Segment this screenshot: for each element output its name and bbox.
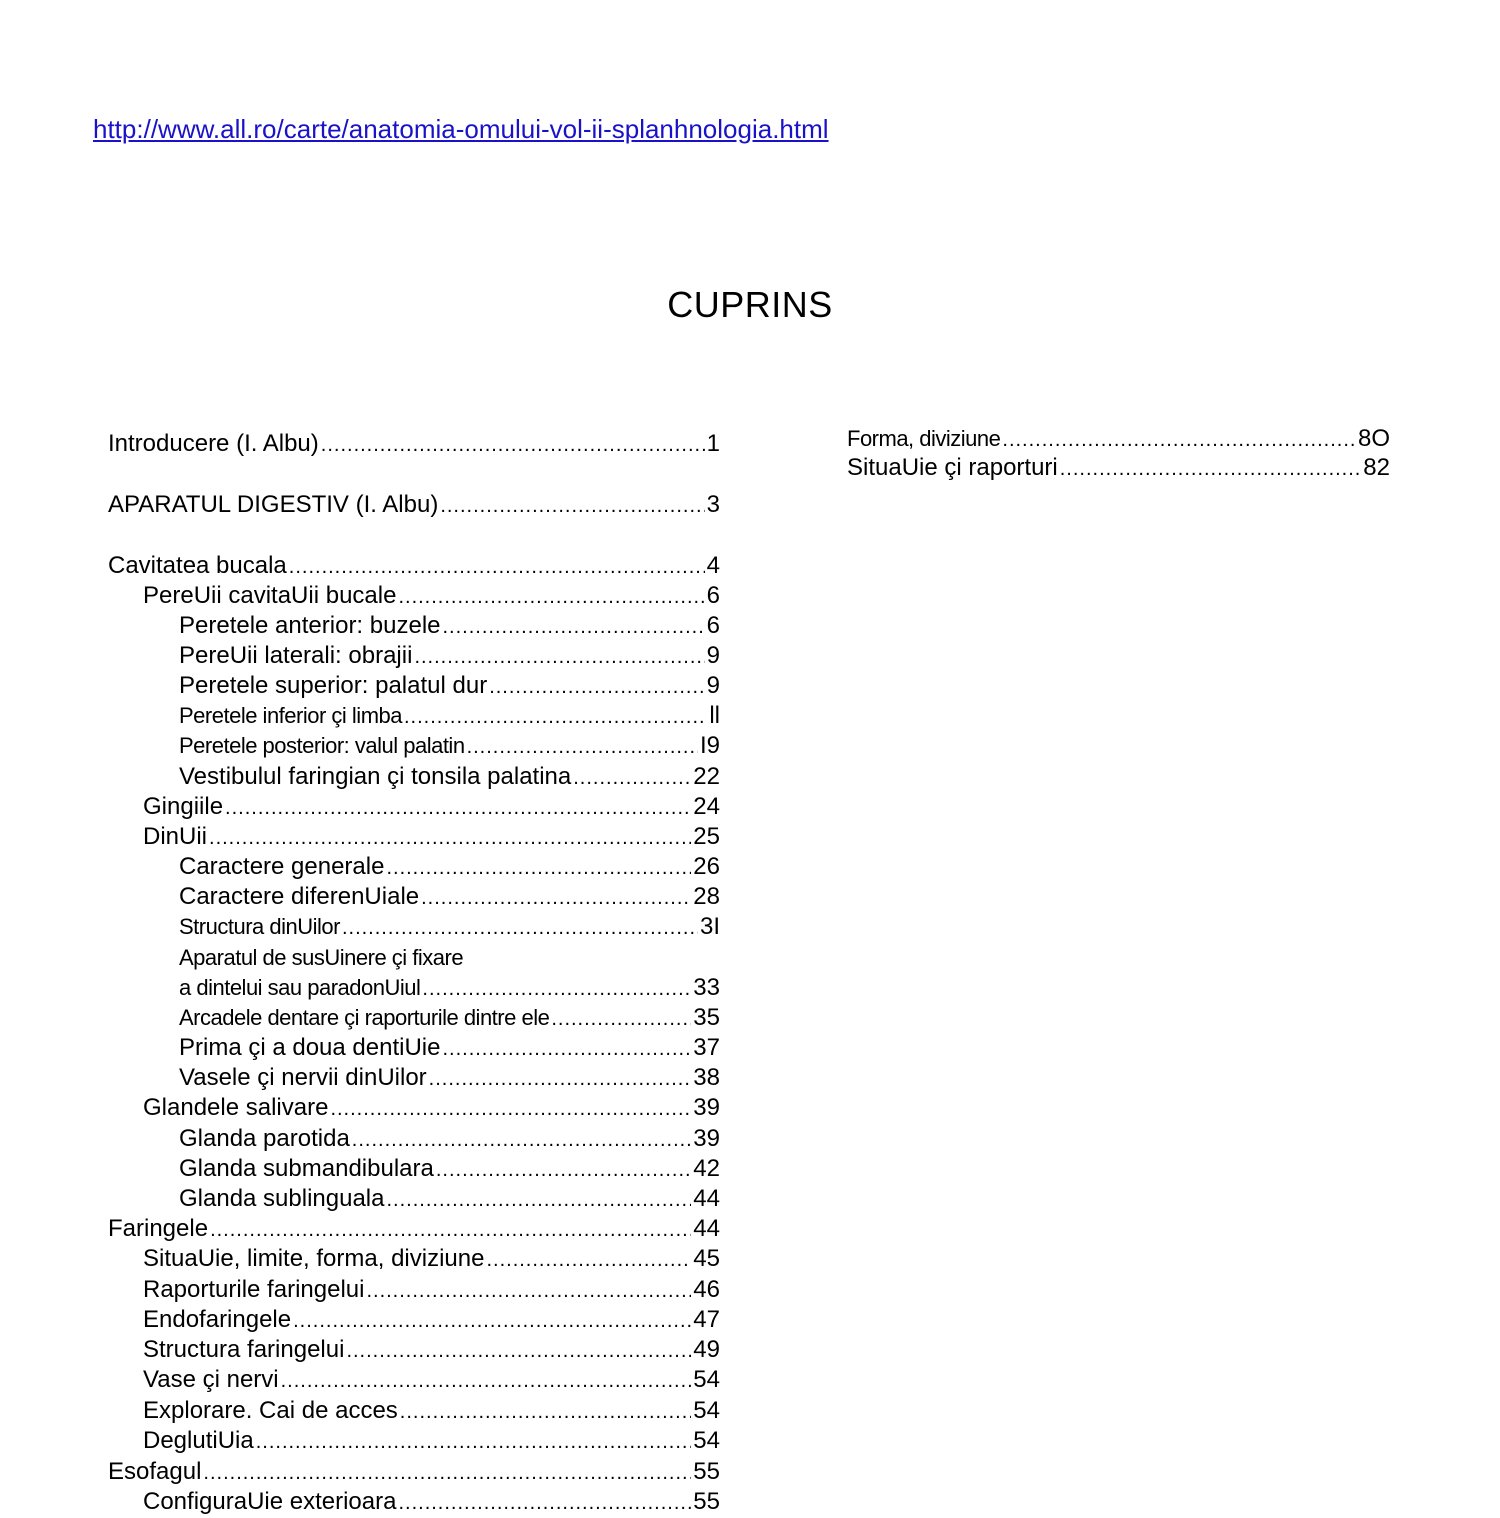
toc-dot-leader [209,827,691,850]
toc-entry-page: 4 [706,552,720,579]
toc-entry-page: 42 [693,1155,720,1182]
toc-entry-page: 9 [706,642,720,669]
toc-entry [108,1458,720,1488]
toc-entry [108,913,720,943]
toc-entry [108,883,720,913]
toc-entry-page: 22 [693,763,720,790]
toc-entry-label: Vestibulul faringian çi tonsila palatina [179,763,572,790]
toc-dot-leader [440,495,704,518]
toc-entry-page: 39 [693,1094,720,1121]
toc-entry-page: 28 [693,883,720,910]
toc-dot-leader [342,917,698,940]
toc-dot-leader [398,1492,691,1515]
toc-entry [108,1366,720,1396]
toc-entry [108,1306,720,1336]
toc-entry-label: Cavitatea bucala [108,552,287,579]
toc-entry-label: Raporturile faringelui [143,1276,365,1303]
toc-entry-page: 47 [693,1306,720,1333]
toc-entry-label: PereUii laterali: obrajii [179,642,413,669]
toc-dot-leader [404,706,707,729]
toc-entry [108,1155,720,1185]
toc-entry [108,552,720,582]
toc-dot-leader [573,767,691,790]
toc-entry-label: Glandele salivare [143,1094,329,1121]
toc-entry-page: 54 [693,1366,720,1393]
toc-entry-label: Glanda sublinguala [179,1185,385,1212]
toc-entry [108,1245,720,1275]
toc-entry [108,582,720,612]
toc-entry-label: Forma, diviziune [847,426,1001,451]
toc-entry [108,430,720,460]
toc-dot-leader [467,736,698,759]
toc-entry [108,793,720,823]
toc-entry-page: 55 [693,1488,720,1515]
toc-entry [108,732,720,762]
toc-entry-label: Faringele [108,1215,209,1242]
toc-entry-page: 46 [693,1276,720,1303]
toc-entry [108,642,720,672]
toc-entry-label: Structura dinUilor [179,914,340,939]
toc-dot-leader [366,1280,691,1303]
toc-dot-leader [321,434,705,457]
toc-entry-label: APARATUL DIGESTIV (I. Albu) [108,491,439,518]
toc-entry [108,1397,720,1427]
toc-dot-leader [489,676,704,699]
toc-entry [108,1488,720,1518]
toc-entry-page: 38 [693,1064,720,1091]
toc-entry-label: Gingiile [143,793,224,820]
toc-dot-leader [289,556,705,579]
toc-entry [108,823,720,853]
toc-entry [108,1276,720,1306]
toc-entry-label: SituaUie çi raporturi [847,454,1058,481]
toc-entry-label: Peretele posterior: valul palatin [179,733,465,758]
source-url-link[interactable]: http://www.all.ro/carte/anatomia-omului-vol-ii-splanhnologia.html [93,114,829,144]
toc-entry [108,1064,720,1094]
toc-entry [108,702,720,732]
toc-entry-page: 24 [693,793,720,820]
toc-entry-page: 3 [706,491,720,518]
toc-dot-leader [352,1129,692,1152]
toc-entry [108,1427,720,1457]
toc-dot-leader [386,857,691,880]
toc-entry-label: Endofaringele [143,1306,292,1333]
toc-entry [108,1004,720,1034]
toc-entry-label: Prima çi a doua dentiUie [179,1034,441,1061]
toc-entry-label: Caractere generale [179,853,385,880]
toc-dot-leader [443,616,705,639]
toc-entry [108,1094,720,1124]
toc-dot-leader [400,1401,692,1424]
toc-entry-label: Arcadele dentare çi raporturile dintre ele [179,1005,550,1030]
toc-entry-page: 54 [693,1427,720,1454]
toc-entry-label: SituaUie, limite, forma, diviziune [143,1245,485,1272]
toc-entry [108,1185,720,1215]
toc-dot-leader [551,1008,691,1031]
toc-entry-page: 6 [706,582,720,609]
toc-dot-leader [436,1159,691,1182]
toc-entry-label: PereUii cavitaUii bucale [143,582,397,609]
toc-entry-page: 44 [693,1185,720,1212]
toc-dot-leader [330,1098,691,1121]
toc-entry [847,425,1390,455]
toc-entry-page: 35 [693,1004,720,1031]
toc-entry-label: Structura faringelui [143,1336,345,1363]
toc-entry-page: 8O [1357,425,1390,452]
toc-entry [108,612,720,642]
page-title: CUPRINS [667,284,833,325]
toc-entry-label: Vase çi nervi [143,1366,279,1393]
toc-entry-label: Glanda parotida [179,1125,350,1152]
toc-dot-leader [256,1431,692,1454]
toc-entry-page: 49 [693,1336,720,1363]
toc-dot-leader [429,1068,692,1091]
toc-dot-leader [422,978,691,1001]
toc-entry-label: Glanda submandibulara [179,1155,434,1182]
toc-dot-leader [442,1038,691,1061]
toc-entry-page: 37 [693,1034,720,1061]
toc-entry-page: I9 [699,732,720,759]
toc-entry-page: ll [709,702,720,729]
toc-entry [108,974,720,1004]
toc-entry-label: Introducere (I. Albu) [108,430,319,457]
toc-entry-page: 25 [693,823,720,850]
toc-entry-label: ConfiguraUie exterioara [143,1488,397,1515]
toc-entry-page: 44 [693,1215,720,1242]
toc-dot-leader [414,646,704,669]
toc-entry [108,763,720,793]
toc-entry [108,853,720,883]
toc-entry-page: 33 [693,974,720,1001]
toc-entry-label: Aparatul de susUinere çi fixare [179,945,464,970]
toc-entry [108,1215,720,1245]
toc-dot-leader [421,887,691,910]
toc-entry-label: Esofagul [108,1458,202,1485]
toc-dot-leader [346,1340,691,1363]
toc-dot-leader [293,1310,691,1333]
toc-entry [108,672,720,702]
toc-entry-label: a dintelui sau paradonUiul [179,975,421,1000]
toc-dot-leader [1060,458,1362,481]
toc-dot-leader [210,1219,691,1242]
toc-entry-page: 45 [693,1245,720,1272]
toc-dot-leader [387,1189,692,1212]
toc-entry-label: Peretele anterior: buzele [179,612,441,639]
toc-entry [108,1034,720,1064]
toc-dot-leader [203,1462,691,1485]
toc-entry [108,491,720,521]
toc-entry-page: 9 [706,672,720,699]
toc-entry [847,454,1390,484]
toc-entry-page: 3I [699,913,720,940]
toc-dot-leader [281,1370,692,1393]
toc-entry [108,944,720,974]
toc-entry-page: 54 [693,1397,720,1424]
toc-entry [108,1336,720,1366]
toc-entry-page: 1 [706,430,720,457]
toc-entry-page: 6 [706,612,720,639]
toc-entry-page: 55 [693,1458,720,1485]
toc-entry-label: Explorare. Cai de acces [143,1397,398,1424]
toc-dot-leader [1002,429,1356,452]
toc-entry-page: 39 [693,1125,720,1152]
toc-entry-label: Vasele çi nervii dinUilor [179,1064,427,1091]
toc-dot-leader [486,1249,691,1272]
toc-entry-label: Peretele superior: palatul dur [179,672,488,699]
toc-entry-page: 26 [693,853,720,880]
toc-entry-page: 82 [1363,454,1390,481]
toc-entry-label: DeglutiUia [143,1427,254,1454]
toc-entry-label: Peretele inferior çi limba [179,703,402,728]
toc-entry-label: Caractere diferenUiale [179,883,420,910]
toc-dot-leader [398,586,704,609]
toc-dot-leader [225,797,691,820]
toc-entry [108,1125,720,1155]
toc-entry-label: DinUii [143,823,208,850]
